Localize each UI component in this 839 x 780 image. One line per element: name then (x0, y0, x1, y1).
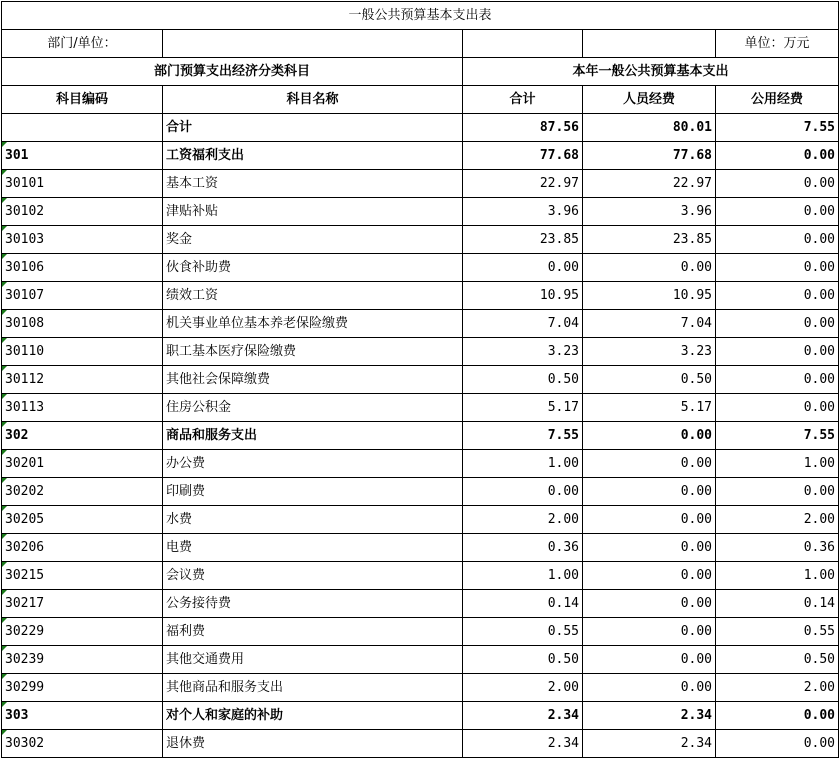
cell-public[interactable]: 0.00 (716, 282, 839, 310)
cell-name[interactable]: 其他交通费用 (163, 646, 463, 674)
column-header-public[interactable]: 公用经费 (716, 86, 839, 114)
table-row (2, 114, 839, 142)
cell-personnel[interactable]: 0.50 (583, 366, 716, 394)
budget-table (1, 1, 839, 758)
cell-name[interactable]: 水费 (163, 506, 463, 534)
cell-personnel[interactable]: 23.85 (583, 226, 716, 254)
table-row (2, 534, 839, 562)
cell-public[interactable]: 0.00 (716, 394, 839, 422)
cell-code[interactable] (2, 114, 163, 142)
cell-code[interactable]: 30108 (2, 310, 163, 338)
cell-personnel[interactable]: 3.96 (583, 198, 716, 226)
cell-name[interactable]: 伙食补助费 (163, 254, 463, 282)
cell-name[interactable]: 其他社会保障缴费 (163, 366, 463, 394)
cell-code[interactable]: 30217 (2, 590, 163, 618)
cell-personnel[interactable]: 2.34 (583, 730, 716, 758)
cell-public[interactable]: 0.00 (716, 310, 839, 338)
cell-name[interactable]: 职工基本医疗保险缴费 (163, 338, 463, 366)
cell-total[interactable]: 87.56 (463, 114, 583, 142)
table-row (2, 562, 839, 590)
cell-name[interactable]: 津贴补贴 (163, 198, 463, 226)
column-header-total[interactable]: 合计 (463, 86, 583, 114)
cell-code[interactable]: 30101 (2, 170, 163, 198)
group-header-row (2, 58, 839, 86)
cell-name[interactable]: 商品和服务支出 (163, 422, 463, 450)
cell-total[interactable]: 2.34 (463, 730, 583, 758)
cell-name[interactable]: 福利费 (163, 618, 463, 646)
cell-public[interactable]: 0.50 (716, 646, 839, 674)
cell-personnel[interactable]: 80.01 (583, 114, 716, 142)
cell-total[interactable]: 1.00 (463, 562, 583, 590)
cell-public[interactable]: 0.00 (716, 170, 839, 198)
group-header-budget[interactable]: 本年一般公共预算基本支出 (463, 58, 839, 86)
cell-personnel[interactable]: 3.23 (583, 338, 716, 366)
cell-total[interactable]: 7.04 (463, 310, 583, 338)
table-row (2, 702, 839, 730)
cell-name[interactable]: 退休费 (163, 730, 463, 758)
cell-public[interactable]: 2.00 (716, 674, 839, 702)
dept-value-cell[interactable] (163, 30, 463, 58)
cell-code[interactable]: 30103 (2, 226, 163, 254)
table-row (2, 590, 839, 618)
cell-name[interactable]: 绩效工资 (163, 282, 463, 310)
table-row (2, 450, 839, 478)
cell-code[interactable]: 30205 (2, 506, 163, 534)
cell-name[interactable]: 工资福利支出 (163, 142, 463, 170)
cell-name[interactable]: 印刷费 (163, 478, 463, 506)
cell-personnel[interactable]: 2.34 (583, 702, 716, 730)
cell-public[interactable]: 0.00 (716, 702, 839, 730)
cell-public[interactable]: 2.00 (716, 506, 839, 534)
cell-code[interactable]: 30302 (2, 730, 163, 758)
cell-total[interactable]: 2.34 (463, 702, 583, 730)
page-title[interactable]: 一般公共预算基本支出表 (2, 2, 839, 30)
cell-name[interactable]: 奖金 (163, 226, 463, 254)
cell-name[interactable]: 公务接待费 (163, 590, 463, 618)
cell-name[interactable]: 其他商品和服务支出 (163, 674, 463, 702)
cell-total[interactable]: 0.00 (463, 254, 583, 282)
cell-personnel[interactable]: 0.00 (583, 646, 716, 674)
meta-row (2, 30, 839, 58)
column-header-personnel[interactable]: 人员经费 (583, 86, 716, 114)
cell-code[interactable]: 30102 (2, 198, 163, 226)
column-header-row (2, 86, 839, 114)
cell-code[interactable]: 30239 (2, 646, 163, 674)
cell-name[interactable]: 住房公积金 (163, 394, 463, 422)
cell-total[interactable]: 23.85 (463, 226, 583, 254)
cell-total[interactable]: 0.00 (463, 478, 583, 506)
unit-label[interactable]: 单位：万元 (716, 30, 839, 58)
cell-name[interactable]: 电费 (163, 534, 463, 562)
table-row (2, 338, 839, 366)
cell-personnel[interactable]: 0.00 (583, 618, 716, 646)
cell-personnel[interactable]: 22.97 (583, 170, 716, 198)
cell-name[interactable]: 办公费 (163, 450, 463, 478)
cell-code[interactable]: 30106 (2, 254, 163, 282)
table-row (2, 394, 839, 422)
cell-public[interactable]: 1.00 (716, 562, 839, 590)
cell-code[interactable]: 30215 (2, 562, 163, 590)
table-row (2, 646, 839, 674)
cell-personnel[interactable]: 0.00 (583, 422, 716, 450)
table-row (2, 730, 839, 758)
cell-public[interactable]: 1.00 (716, 450, 839, 478)
cell-personnel[interactable]: 7.04 (583, 310, 716, 338)
cell-total[interactable]: 0.50 (463, 366, 583, 394)
table-row (2, 226, 839, 254)
table-row (2, 282, 839, 310)
table-row (2, 254, 839, 282)
cell-public[interactable]: 7.55 (716, 114, 839, 142)
cell-public[interactable]: 0.00 (716, 198, 839, 226)
cell-total[interactable]: 2.00 (463, 674, 583, 702)
table-row (2, 366, 839, 394)
cell-total[interactable]: 2.00 (463, 506, 583, 534)
cell-code[interactable]: 30202 (2, 478, 163, 506)
cell-name[interactable]: 基本工资 (163, 170, 463, 198)
cell-code[interactable]: 30201 (2, 450, 163, 478)
cell-personnel[interactable]: 0.00 (583, 534, 716, 562)
table-row (2, 478, 839, 506)
table-row (2, 506, 839, 534)
cell-public[interactable]: 0.00 (716, 142, 839, 170)
cell-public[interactable]: 0.00 (716, 254, 839, 282)
cell-code[interactable]: 30107 (2, 282, 163, 310)
cell-name[interactable]: 会议费 (163, 562, 463, 590)
cell-personnel[interactable]: 0.00 (583, 254, 716, 282)
table-row (2, 142, 839, 170)
cell-total[interactable]: 7.55 (463, 422, 583, 450)
cell-public[interactable]: 7.55 (716, 422, 839, 450)
cell-total[interactable]: 22.97 (463, 170, 583, 198)
empty-cell[interactable] (463, 30, 583, 58)
cell-personnel[interactable]: 0.00 (583, 450, 716, 478)
cell-code[interactable]: 30229 (2, 618, 163, 646)
empty-cell[interactable] (583, 30, 716, 58)
group-header-classification[interactable]: 部门预算支出经济分类科目 (2, 58, 463, 86)
table-row (2, 422, 839, 450)
cell-code[interactable]: 30206 (2, 534, 163, 562)
cell-total[interactable]: 0.50 (463, 646, 583, 674)
cell-code[interactable]: 30299 (2, 674, 163, 702)
cell-public[interactable]: 0.14 (716, 590, 839, 618)
cell-public[interactable]: 0.00 (716, 338, 839, 366)
cell-name[interactable]: 合计 (163, 114, 463, 142)
cell-total[interactable]: 3.96 (463, 198, 583, 226)
cell-total[interactable]: 0.55 (463, 618, 583, 646)
cell-personnel[interactable]: 0.00 (583, 506, 716, 534)
cell-code[interactable]: 302 (2, 422, 163, 450)
title-row (2, 2, 839, 30)
dept-label[interactable]: 部门/单位： (2, 30, 163, 58)
cell-public[interactable]: 0.00 (716, 730, 839, 758)
cell-total[interactable]: 1.00 (463, 450, 583, 478)
cell-public[interactable]: 0.36 (716, 534, 839, 562)
cell-public[interactable]: 0.00 (716, 478, 839, 506)
cell-total[interactable]: 5.17 (463, 394, 583, 422)
cell-name[interactable]: 机关事业单位基本养老保险缴费 (163, 310, 463, 338)
column-header-code[interactable]: 科目编码 (2, 86, 163, 114)
table-row (2, 198, 839, 226)
cell-public[interactable]: 0.55 (716, 618, 839, 646)
cell-total[interactable]: 3.23 (463, 338, 583, 366)
cell-name[interactable]: 对个人和家庭的补助 (163, 702, 463, 730)
cell-personnel[interactable]: 77.68 (583, 142, 716, 170)
cell-personnel[interactable]: 0.00 (583, 562, 716, 590)
cell-total[interactable]: 0.14 (463, 590, 583, 618)
table-row (2, 618, 839, 646)
cell-personnel[interactable]: 5.17 (583, 394, 716, 422)
cell-personnel[interactable]: 0.00 (583, 590, 716, 618)
cell-code[interactable]: 303 (2, 702, 163, 730)
table-row (2, 170, 839, 198)
column-header-name[interactable]: 科目名称 (163, 86, 463, 114)
cell-code[interactable]: 30110 (2, 338, 163, 366)
cell-public[interactable]: 0.00 (716, 366, 839, 394)
cell-total[interactable]: 77.68 (463, 142, 583, 170)
cell-code[interactable]: 30113 (2, 394, 163, 422)
cell-code[interactable]: 30112 (2, 366, 163, 394)
cell-personnel[interactable]: 0.00 (583, 478, 716, 506)
cell-code[interactable]: 301 (2, 142, 163, 170)
cell-total[interactable]: 0.36 (463, 534, 583, 562)
cell-total[interactable]: 10.95 (463, 282, 583, 310)
table-row (2, 674, 839, 702)
cell-personnel[interactable]: 10.95 (583, 282, 716, 310)
cell-personnel[interactable]: 0.00 (583, 674, 716, 702)
cell-public[interactable]: 0.00 (716, 226, 839, 254)
table-row (2, 310, 839, 338)
